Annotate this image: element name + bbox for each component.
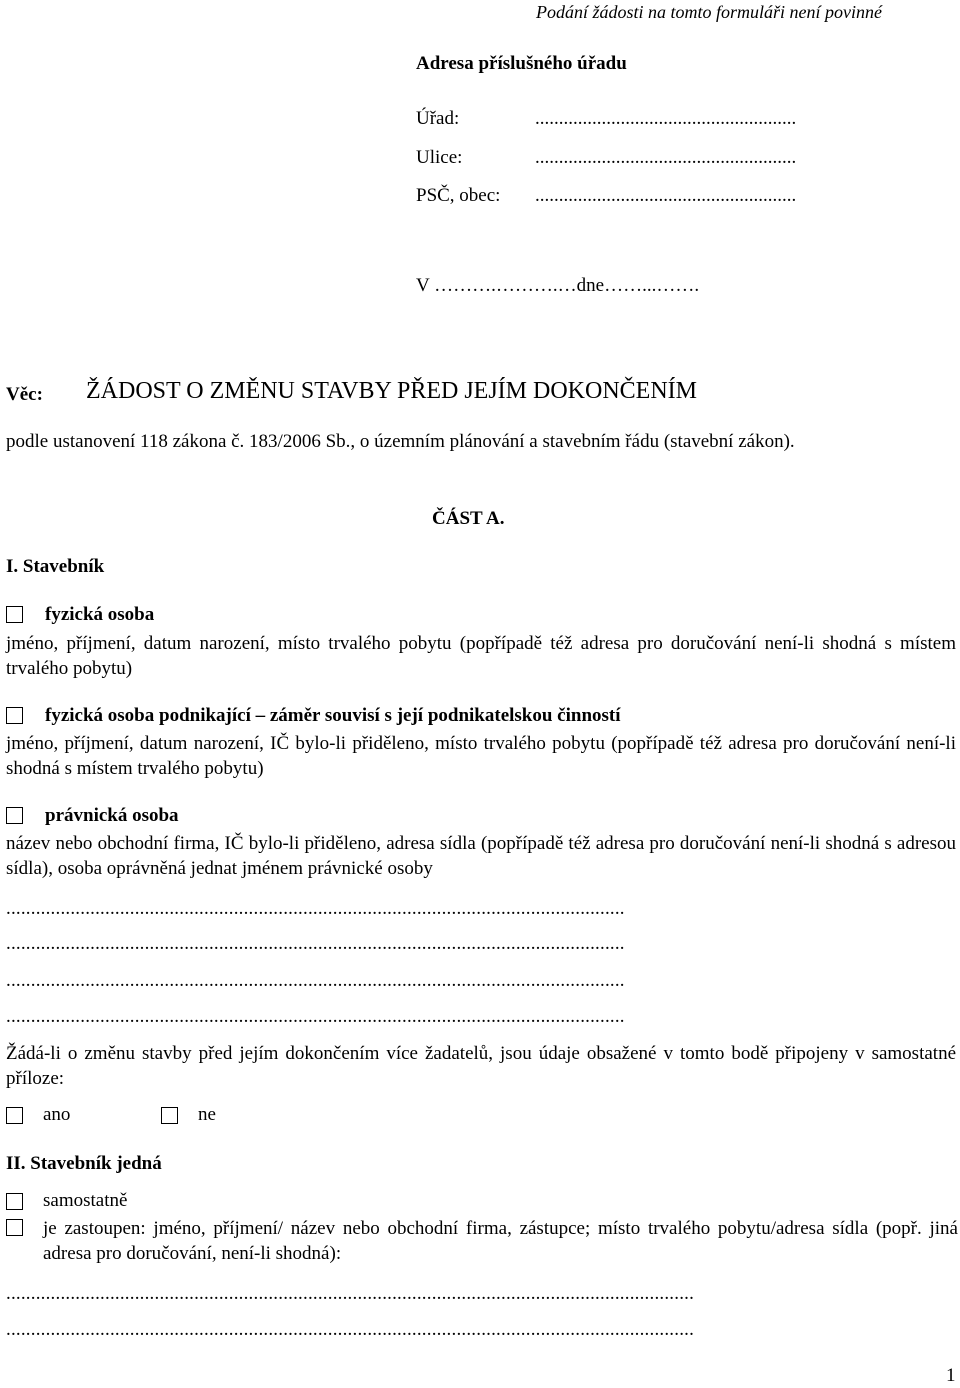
- place-prefix: V: [416, 275, 430, 296]
- business-person-description: jméno, příjmení, datum narození, IČ bylo-li přiděleno, místo trvalého pobytu (popřípadě též adresa pro doručování není-li shodná s místem trvalého pobytu): [6, 733, 956, 779]
- no-label: ne: [198, 1104, 216, 1125]
- page-number: 1: [946, 1365, 956, 1386]
- natural-person-label: fyzická osoba: [45, 604, 155, 625]
- fill-line[interactable]: .............................................................................................................................: [6, 970, 625, 991]
- no-checkbox[interactable]: [161, 1107, 178, 1124]
- represented-checkbox[interactable]: [6, 1219, 23, 1236]
- business-person-checkbox[interactable]: [6, 707, 23, 724]
- fill-line[interactable]: .............................................................................................................................: [6, 898, 625, 919]
- postcode-city-value[interactable]: .......................................................: [535, 185, 797, 206]
- fill-line[interactable]: ...........................................................................................................................................: [6, 1283, 695, 1304]
- independent-label: samostatně: [43, 1190, 128, 1211]
- fill-line[interactable]: .............................................................................................................................: [6, 1006, 625, 1027]
- form-title: ŽÁDOST O ZMĚNU STAVBY PŘED JEJÍM DOKONČENÍM: [86, 378, 698, 404]
- legal-entity-label: právnická osoba: [45, 805, 179, 826]
- part-heading: ČÁST A.: [432, 508, 505, 529]
- natural-person-checkbox[interactable]: [6, 606, 23, 623]
- fill-line[interactable]: .............................................................................................................................: [6, 933, 625, 954]
- place-date-line: [416, 275, 699, 298]
- section2-heading: II. Stavebník jedná: [6, 1153, 162, 1174]
- multiple-applicants-question: Žádá-li o změnu stavby před jejím dokončením více žadatelů, jsou údaje obsažené v tomto bodě připojeny v samostatné příloze:: [6, 1043, 956, 1089]
- street-value[interactable]: .......................................................: [535, 147, 797, 168]
- legal-entity-description: název nebo obchodní firma, IČ bylo-li přiděleno, adresa sídla (popřípadě též adresa pro doručování není-li shodná s adresou sídla), osoba oprávněná jednat jménem právnické osoby: [6, 833, 956, 879]
- street-label: Ulice:: [416, 147, 463, 168]
- fill-line[interactable]: ...........................................................................................................................................: [6, 1319, 695, 1340]
- yes-checkbox[interactable]: [6, 1107, 23, 1124]
- section1-heading: I. Stavebník: [6, 556, 105, 577]
- natural-person-description: jméno, příjmení, datum narození, místo trvalého pobytu (popřípadě též adresa pro doručování není-li shodná s místem trvalého pobytu): [6, 633, 956, 679]
- date-label: dne: [576, 275, 605, 296]
- place-field[interactable]: ……….……….…: [434, 275, 577, 296]
- legal-basis: podle ustanovení 118 zákona č. 183/2006 Sb., o územním plánování a stavebním řádu (stavební zákon).: [6, 431, 795, 452]
- office-value[interactable]: .......................................................: [535, 108, 797, 129]
- represented-label: je zastoupen: jméno, příjmení/ název nebo obchodní firma, zástupce; místo trvalého pobytu/adresa sídla (popř. jiná adresa pro doručování, není-li shodná):: [43, 1218, 958, 1264]
- business-person-label: fyzická osoba podnikající – záměr souvisí s její podnikatelskou činností: [45, 705, 621, 726]
- yes-label: ano: [43, 1104, 71, 1125]
- legal-entity-checkbox[interactable]: [6, 807, 23, 824]
- header-note: Podání žádosti na tomto formuláři není povinné: [536, 2, 882, 22]
- postcode-city-label: PSČ, obec:: [416, 185, 501, 206]
- date-field[interactable]: ……...…….: [604, 275, 700, 296]
- office-label: Úřad:: [416, 108, 460, 129]
- subject-label: Věc:: [6, 384, 43, 405]
- independent-checkbox[interactable]: [6, 1193, 23, 1210]
- office-address-heading: Adresa příslušného úřadu: [416, 53, 627, 74]
